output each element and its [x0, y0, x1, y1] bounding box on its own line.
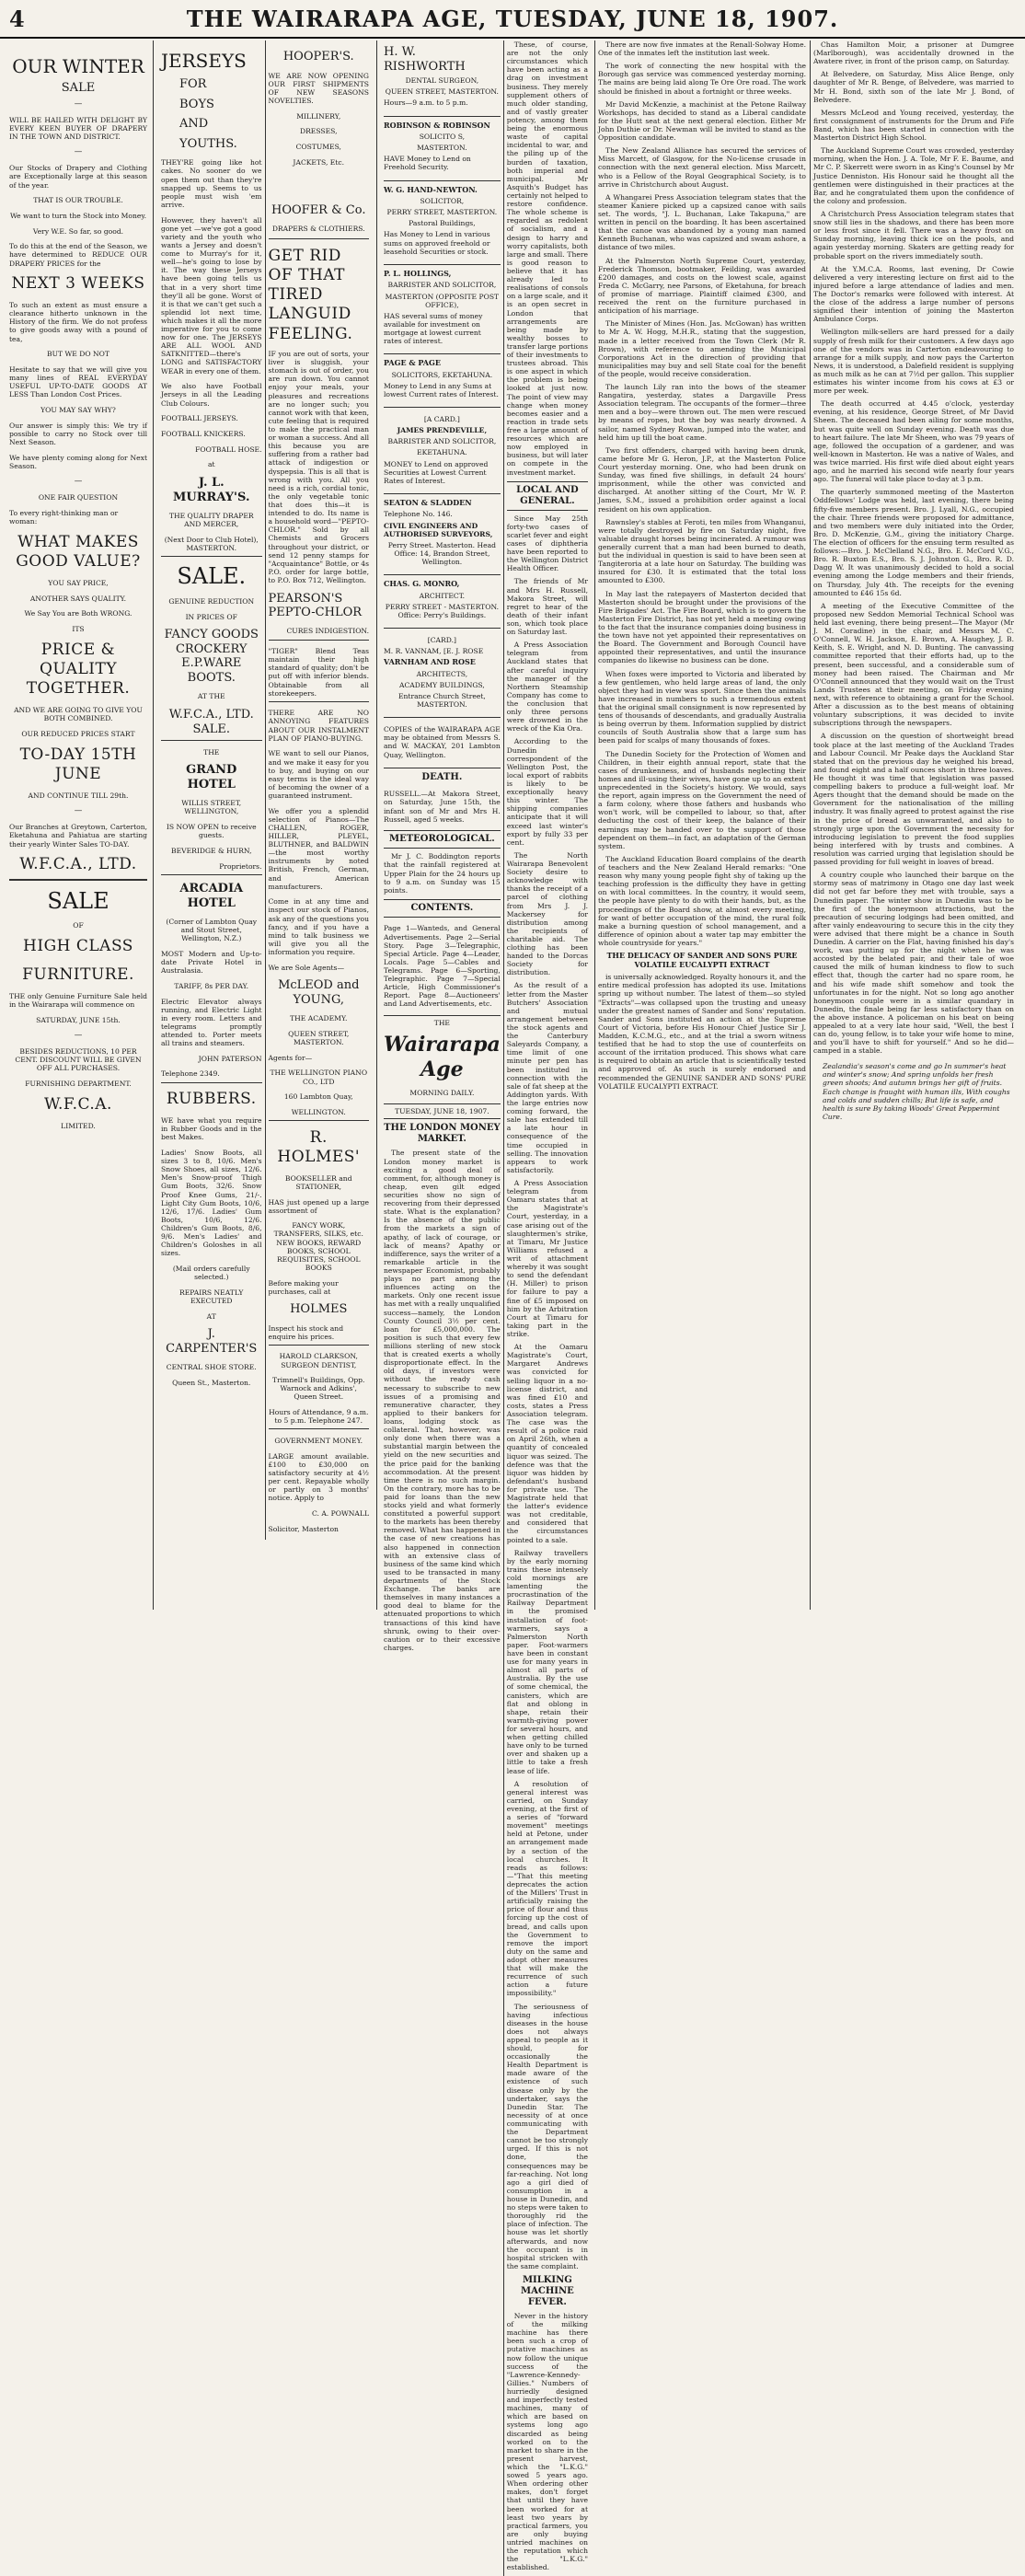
ad-text: Hesitate to say that we will give you many lines of REAL EVERYDAY USEFUL UP-TO-DATE GOODS AT LESS Than London Cost Prices.: [9, 364, 147, 399]
ad-text: at: [207, 460, 215, 469]
ad-text: Telephone 2349.: [161, 1069, 262, 1082]
ad-text: ARCHITECT.: [419, 591, 466, 600]
page-title: THE WAIRARAPA AGE, TUESDAY, JUNE 18, 1907.: [186, 6, 839, 32]
ad-text: Money to Lend in any Sums at lowest Current rates of Interest.: [384, 381, 499, 399]
ad-text: FURNISHING DEPARTMENT.: [25, 1080, 132, 1089]
ad-text: HAVE Money to Lend on Freehold Security.: [384, 155, 471, 172]
ad-text: SOLICITO S,: [419, 133, 466, 142]
article-text: At the Oamaru Magistrate's Court, Margaret Andrews was convicted for selling liquor in a no-license district, and was fined £10 and costs, states a Press Association telegram. The case was the result of a police raid on April 26th, when a quantity of concealed liquor was seized. The defence was that the liquor was hidden by defendant's husband for private use. The Magistrate held that the latter's evidence was not creditable, and considered that the circumstances pointed to a sale.: [506, 1343, 588, 1544]
ad-text: WE ARE NOW OPENING OUR FIRST SHIPMENTS OF NEW SEASONS NOVELTIES.: [268, 71, 369, 105]
ad-heading: YOUTHS.: [179, 136, 237, 151]
article-text: These, of course, are not the only circumstances which have been acting as a drag on investment business. They merely supplement others of much older standing, and of vastly greater potency, among them being the enormous waste of capital incidental to war, and the piling up of the burden of taxation, both imperial and municipal. Mr Asquith's Budget has certainly not helped to restore confidence. The whole scheme is regarded as redolent of socialism, and a design to harry and worry capitalists, both large and small. There is good reason to believe that it has already led to realisations of consols on a large scale, and it is an open secret in London that arrangements are being made by wealthy bosses to transfer large portions of their investments to trustees abroad. This is one aspect in which the problem is being looked at just now. The point of view may change when money becomes easier and a reaction in trade sets free a large amount of resources which are now employed in business, but will later on compete in the investment market.: [506, 40, 588, 477]
ad-text: MASTERTON (OPPOSITE POST OFFICE),: [385, 292, 500, 309]
ad-heading: HIGH CLASS: [23, 936, 133, 955]
ad-text: LARGE amount available. £100 to £30,000 on satisfactory security at 4½ per cent. Repayable wholly or partly on 3 months' notice. Apply to: [268, 1451, 369, 1503]
ad-heading: ARCADIA HOTEL: [179, 882, 244, 910]
article-text: Wellington milk-sellers are hard pressed for a daily supply of fresh milk for their customers. A few days ago one of the vendors was in Carterton endeavouring to arrange for a milk supply, and now pays the Carterton News, it is understood, a Dalefield resident is supplying as much milk as he can at 7½d per gallon. This supplier estimates his winter income from his cows at £3 or more per week.: [813, 328, 1014, 396]
ad-heading: JERSEYS: [161, 50, 247, 72]
ad-text: MILLINERY,: [296, 111, 341, 121]
ad-text: MOST Modern and Up-to-date Private Hotel in Australasia.: [161, 949, 262, 976]
article-heading: THE LONDON MONEY MARKET.: [384, 1123, 501, 1145]
ad-text: DENTAL SURGEON,: [405, 76, 479, 86]
ad-text: THE only Genuine Furniture Sale held in the Wairarapa will commence on: [9, 991, 147, 1009]
column-5: [810, 40, 1018, 1610]
ad-text: IS NOW OPEN to receive guests.: [166, 822, 257, 840]
article-text: At Belvedere, on Saturday, Miss Alice Benge, only daughter of Mr R. Benge, of Belvedere, was married to Mr H. Bond, sixth son of the late Mr J. Bond, of Belvedere.: [813, 70, 1014, 104]
ad-text: ANOTHER SAYS QUALITY.: [29, 594, 127, 603]
ad-text: WILL BE HAILED WITH DELIGHT BY EVERY KEEN BUYER OF DRAPERY IN THE TOWN AND DISTRICT.: [9, 115, 147, 141]
ad-text: ARCHITECTS,: [416, 669, 468, 678]
ad-text: SATURDAY, JUNE 15th.: [36, 1015, 121, 1024]
ad-heading: ROBINSON & ROBINSON: [384, 120, 490, 130]
ad-text: COPIES of the WAIRARAPA AGE may be obtained from Messrs S. and W. MACKAY, 201 Lambton Quay, Wellington.: [384, 725, 501, 759]
ad-text: We want to turn the Stock into Money.: [9, 211, 147, 220]
ad-text: PERRY STREET, MASTERTON.: [386, 208, 498, 217]
ad-text: HAROLD CLARKSON, SURGEON DENTIST,: [279, 1352, 358, 1369]
ad-text: Agents for—: [268, 1053, 313, 1062]
article-text: is universally acknowledged. Royalty honours it, and the entire medical profession has adopted its use. Imitations spring up without number. The latest of them—so styled "Extracts"—was collapsed upon the trusting and uneasy under the greatest names of Sander and Sons' reputation. Sander and Sons instituted an action at the Supreme Court of Victoria, before His Honour Chief Justice Sir J. Madden, K.C.M.G., etc., and at the trial a sworn witness testified that he had to stop the use of counterfeits on account of the irritation produced. This shows what care is required to obtain an article that is scientifically tested and approved of. As such is surely endorsed and recommended the GENUINE SANDER AND SONS' PURE VOLATILE EUCALYPTI EXTRACT.: [598, 973, 807, 1091]
ad-text: THAT IS OUR TROUBLE.: [33, 196, 123, 205]
ad-text: BEVERIDGE & HURN,: [171, 846, 252, 855]
article-text: A country couple who launched their barque on the stormy seas of matrimony in Otago one day last week did not get far before they met with trouble, says a Dunedin paper. The winter show in Dunedin was to be the first of the honeymoon attractions, but the precaution of securing lodgings had been omitted, and after vainly endeavouring to secure this in the city they were advised that there might be a chance in South Dunedin. A carrier on the Flat, having finished his day's work, was putting up for the night when he was accosted by the belated pair, and their tale of woe caused the milk of human kindness to flow to such effect that, though the carter had no spare room, he and his wife made shift somehow and took the unfortunates in for the night. Not so long ago another honeymoon couple were in a similar quandary in Dunedin, the finale being far less satisfactory than on the above instance. A policeman on his beat on being appealed to at a very late hour said, "Well, the best I can do, young fellow, is to take your wife home to mine, and you'll have to shift for yourself." And so he did—camped in a stable.: [813, 871, 1014, 1056]
article-text: Since May 25th forty-two cases of scarlet fever and eight cases of diphtheria have been reported to the Wellington District Health Officer.: [506, 514, 588, 573]
ad-text: Has Money to Lend in various sums on approved freehold or leasehold Securities or stock.: [384, 230, 490, 256]
ad-text: THE QUALITY DRAPER AND MERCER,: [168, 511, 254, 528]
article-text: A discussion on the question of shortweight bread took place at the last meeting of the Auckland Trades and Labour Council. Mr Peake days the Auckland Star stated that on the previous day he weighed his bread, and found eight and a half ounces short in three loaves. He thought it was time that legislation was passed compelling bakers to produce a full-weight loaf. Mr Agers thought that the demand should be made on the Government for the nationalisation of the milling industry. It was finally agreed to protest against the rise in the price of bread as unwarranted, and also to strongly urge upon the Government the necessity for introducing legislation to prevent the food supplies being interfered with by trusts and combines. A resolution was carried urging that legislation should be passed providing for full weight in loaves of bread.: [813, 732, 1014, 867]
ad-text: GOVERNMENT MONEY.: [274, 1436, 363, 1445]
ad-heading: AND: [179, 117, 209, 132]
ad-text: YOU MAY SAY WHY?: [40, 406, 116, 414]
ad-text: Come in at any time and inspect our stock of Pianos, ask any of the questions you fancy, and if you have a mind to talk business we will give you all the information you require.: [268, 897, 369, 956]
article-text: Railway travellers by the early morning trains these intensely cold mornings are lamenting the procrastination of the Railway Department in the promised installation of foot-warmers, says a Palmerston North paper. Foot-warmers have been in constant use for many years in almost all parts of Australia. By the use of some chemical, the canisters, which are flat and oblong in shape, retain their warmth-giving power for several hours, and when getting chilled have only to be turned over and shaken up a little to take a fresh lease of life.: [506, 1548, 588, 1775]
ad-heading: VARNHAM AND ROSE: [384, 657, 476, 667]
article-text: The Auckland Education Board complains of the dearth of teachers and the New Zealand Herald remarks: "One reason why many young people fight shy of taking up the teaching profession is the difficulty they have in getting on with local committees. In the country, it would seem, the people have plenty to do with their hands, but, as the proceedings of the Board show, at almost every meeting, for want of better occupation of the mind, the rural folk make a burning question of school management, and a difference of opinion about a water tap may embitter the whole countryside for years.": [598, 854, 806, 947]
article-text: The New Zealand Alliance has secured the services of Miss Marcett, of Glasgow, for the No-license crusade in connection with the next general election. Miss Marcett, who is a Fellow of the Royal Geographical Society, is to arrive in Christchurch about August.: [598, 146, 806, 189]
ad-text: Our Branches at Greytown, Carterton, Eketahuna and Pahiatua are starting their yearly Winter Sales TO-DAY.: [9, 823, 147, 849]
ad-text: We are Sole Agents—: [268, 963, 345, 972]
ad-text: THE: [203, 747, 220, 757]
article-text: According to the Dunedin correspondent of the Wellington Post, the local export of rabbits is likely to be exceptionally heavy this winter. The shipping companies anticipate that it will exceed last winter's export by fully 33 per cent.: [506, 737, 588, 847]
ad-heading: McLEOD and YOUNG,: [278, 978, 360, 1007]
article-text: The launch Lily ran into the bows of the steamer Rangatira, yesterday, states a Dargaville Press Association telegram. The occupants of the former—three men and a boy—were thrown out. The men were rescued by means of ropes, but the boy was nearly drowned. A sailor, named Sydney Rowan, jumped into the water, and held him up till the boat came.: [598, 383, 806, 442]
ad-heading: J. CARPENTER'S: [166, 1327, 258, 1356]
article-text: A Press Association telegram from Oamaru states that at the Magistrate's Court, yesterday, in a case arising out of the slaughtermen's strike, at Timaru, Mr Justice Williams refused a writ of attachment whereby it was sought to send the defendant (H. Miller) to prison for failure to pay a fine of £5 imposed on him by the Arbitration Court at Timaru for taking part in the strike.: [506, 1179, 588, 1338]
article-text: Mr David McKenzie, a machinist at the Petone Railway Workshops, has decided to stand as a Liberal candidate for the Hutt seat at the next general election. Either Mr John Duthie or Dr. Newman will be invited to stand as the Opposition candidate.: [598, 99, 806, 143]
column-1: OUR WINTER SALE — WILL BE HAILED WITH DELIGHT BY EVERY KEEN BUYER OF DRAPERY IN THE TOWN AND DISTRICT. — Our Stocks of Drapery and Clothing are Exceptionally large at this season of the year. THAT IS OUR TROUBLE. We want to turn the Stock into Money. Very W.E. So far, so good. To do this at the end of the Season, we have determined to REDUCE OUR DRAPERY PRICES for the NEXT 3 WEEKS To such an extent as must ensure a clearance hitherto unknown in the History of the firm. We do not profess to give goods away with a pound of tea, BUT WE DO NOT Hesitate to say that we will give you many lines of REAL EVERYDAY USEFUL UP-TO-DATE GOODS AT LESS Than London Cost Prices. YOU MAY SAY WHY? Our answer is simply this: We try if possible to carry no Stock over till Next Season. We have plenty coming along for Next Season. — ONE FAIR QUESTION To every right-thinking man or woman: WHAT MAKES GOOD VALUE? YOU SAY PRICE, ANOTHER SAYS QUALITY. We Say You are Both WRONG. ITS PRICE & QUALITY TOGETHER. AND WE ARE GOING TO GIVE YOU BOTH COMBINED. OUR REDUCED PRICES START TO-DAY 15TH JUNE AND CONTINUE TILL 29th. — Our Branches at Greytown, Carterton, Eketahuna and Pahiatua are starting their yearly Winter Sales TO-DAY. W.F.C.A., LTD. SALE OF HIGH CLASS FURNITURE. THE only Genuine Furniture Sale held in the Wairarapa will commence on SATURDAY, JUNE 15th. — BESIDES REDUCTIONS, 10 PER CENT. DISCOUNT WILL BE GIVEN OFF ALL PURCHASES. FURNISHING DEPARTMENT. W.F.C.A. LIMITED.: [9, 55, 147, 1130]
masthead-subtitle: MORNING DAILY.: [409, 1088, 475, 1097]
ad-text: IN PRICES OF: [185, 612, 237, 621]
ad-text: BOOKSELLER and STATIONER,: [284, 1173, 352, 1191]
article-text: At the Y.M.C.A. Rooms, last evening, Dr Cowie delivered a very interesting lecture on first aid to the injured before a large attendance of ladies and men. The Doctor's remarks were followed with interest. At the close of the address a large number of persons signified their intention of joining the Masterton Ambulance Corps.: [813, 264, 1014, 324]
ad-text: YOU SAY PRICE,: [48, 578, 109, 587]
ad-text: FOOTBALL KNICKERS.: [161, 429, 246, 438]
ad-text: BARRISTER AND SOLICITOR,: [387, 281, 497, 290]
ad-text: JOHN PATERSON: [198, 1054, 262, 1063]
article-text: The friends of Mr and Mrs H. Russell, Makora Street, will regret to hear of the death of their infant son, which took place on Saturday last.: [506, 577, 588, 637]
article-text: In May last the ratepayers of Masterton decided that Masterton should be brought under the provisions of the Fire Brigades' Act. The Fire Board, which is to govern the Masterton Fire District, has not yet held a meeting owing to the fact that the insurance companies doing business in the town have not yet appointed their representatives on the Board. The Government and Borough Council have appointed their representatives, and until the insurance companies do likewise no business can be done.: [598, 589, 806, 665]
ad-text: We Say You are Both WRONG.: [24, 609, 132, 618]
ad-text: M. R. VANNAM, [E. J. ROSE: [384, 647, 484, 656]
ad-text: ONE FAIR QUESTION: [38, 493, 119, 502]
ad-text: Perry Street. Masterton. Head Office: 14, Brandon Street, Wellington.: [387, 540, 496, 566]
ad-text: BARRISTER AND SOLICITOR,: [387, 437, 497, 446]
ad-text: Inspect his stock and enquire his prices.: [269, 1324, 370, 1346]
paper-masthead: Wairarapa Age: [384, 1033, 501, 1081]
ad-heading: W.F.C.A., LTD.: [168, 707, 254, 722]
ad-text: ACADEMY BUILDINGS,: [398, 680, 485, 689]
ad-heading: W.F.C.A., LTD.: [9, 855, 147, 880]
ad-text: AND CONTINUE TILL 29th.: [28, 791, 129, 800]
ad-heading: FANCY GOODS: [164, 628, 259, 642]
ad-text: FOOTBALL HOSE.: [195, 445, 262, 454]
article-text: Two first offenders, charged with having been drunk, came before Mr G. Heron, J.P., at the Masterton Police Court yesterday morning. One, who had been drunk on Sunday, was fined five shillings, in default 24 hours' imprisonment, while the other was convicted and discharged. At another sitting of the Court, Mr W. P. James, S.M., issued a prohibition order against a local resident on his own application.: [598, 445, 806, 514]
ad-text: BESIDES REDUCTIONS, 10 PER CENT. DISCOUNT WILL BE GIVEN OFF ALL PURCHASES.: [15, 1047, 142, 1073]
article-text: The Minister of Mines (Hon. Jas. McGowan) has written to Mr A. W. Hogg, M.H.R., stating that the suggestion, made in a letter received from the Town Clerk (Mr R. Brown), with reference to amending the Municipal Corporations Act in the direction of providing that municipalities may buy and sell State coal for the benefit of the people, would receive consideration.: [598, 319, 806, 378]
section-heading: LOCAL AND GENERAL.: [507, 481, 588, 511]
ad-text: SOLICITOR,: [420, 197, 465, 206]
ad-heading: CROCKERY: [175, 641, 248, 656]
ad-text: GENUINE REDUCTION: [168, 596, 255, 606]
section-heading: MILKING MACHINE FEVER.: [521, 2275, 574, 2307]
ad-text: 160 Lambton Quay,: [283, 1092, 353, 1102]
ad-text: Solicitor, Masterton: [268, 1524, 339, 1533]
ad-text: CIVIL ENGINEERS AND AUTHORISED SURVEYORS,: [384, 521, 493, 538]
article-text: A meeting of the Executive Committee of the proposed new Seddon Memorial Technical School was held last evening, there being present—The Mayor (Mr J. M. Coradine) in the chair, and Messrs M. C. O'Connell, W. H. Jackson, E. Brown, A. Haughey, J. B. Keith, S. E. Wright, and N. D. Bunting. The canvassing committee reported that their efforts had, up to the present, been successful, and a considerable sum of money had been raised. The Chairman and Mr O'Connell announced that they would wait on the Trust Lands Trustees at their meeting, on Friday evening next, with reference to obtaining a grant for the School. After a discussion as to the best means of obtaining voluntary subscriptions, it was decided to invite subscriptions through the newspapers.: [813, 601, 1014, 728]
ad-text: MASTERTON.: [417, 144, 467, 153]
ad-text: THEY'RE going like hot cakes. No sooner do we open them out than they're snapped up. Seems to us people must wish 'em arrive.: [161, 158, 262, 209]
column-4: [594, 40, 810, 1610]
ad-text: [A CARD.]: [423, 415, 460, 424]
ad-text: Hours of Attendance, 9 a.m. to 5 p.m. Telephone 247.: [269, 1408, 370, 1429]
ad-text: Our answer is simply this: We try if possible to carry no Stock over till Next Season.: [9, 421, 147, 446]
ad-text: To every right-thinking man or woman:: [9, 509, 119, 526]
ad-text: PERRY STREET - MASTERTON. Office: Perry's Buildings.: [385, 602, 500, 619]
section-heading: CONTENTS.: [384, 899, 501, 918]
ad-text: To do this at the end of the Season, we have determined to REDUCE OUR DRAPERY PRICES for the: [9, 242, 147, 268]
ad-heading: R. HOLMES': [277, 1127, 361, 1166]
verse: Zealandia's season's come and go In summer's heat and winter's snow; And spring unfolds her fresh green shoots; And autumn brings her gift of fruits. Each change is fraught with human ills, With coughs and colds and sudden chills; But life is safe, and health is sure By taking Woods' Great Peppermint Cure.: [823, 1062, 1010, 1121]
ad-heading: PEARSON'S: [268, 591, 343, 606]
ad-text: AT THE: [197, 692, 225, 701]
ad-text: Very W.E. So far, so good.: [32, 226, 124, 236]
ad-text: Ladies' Snow Boots, all sizes 3 to 8, 10/6. Men's Snow Shoes, all sizes, 12/6. Men's Snow-proof Thigh Gum Boots, 32/6. Snow Proof Knee Gums, 21/-. Light City Gum Boots, 10/6, 12/6, 17/6. Ladies' Gum Boots, 10/6, 12/6. Children's Gum Boots, 8/6, 9/6. Men's Ladies' and Children's Goloshes in all sizes.: [161, 1148, 262, 1258]
notice-text: Mr J. C. Boddington reports that the rainfall registered at Upper Plain for the 24 hours up to 9 a.m. on Sunday was 15 points.: [384, 852, 501, 895]
ad-text: REPAIRS NEATLY EXECUTED: [179, 1288, 244, 1305]
ad-text: SOLICITORS, EKETAHUNA.: [391, 370, 493, 379]
ad-text: AND WE ARE GOING TO GIVE YOU BOTH COMBINED.: [14, 706, 143, 723]
ad-heading: W. G. HAND-NEWTON.: [384, 184, 478, 194]
ad-text: OF: [73, 920, 84, 930]
ad-heading: SALE.: [177, 563, 247, 590]
ad-text: BUT WE DO NOT: [47, 350, 109, 359]
ad-text: Proprietors.: [161, 862, 262, 875]
article-text: At the Palmerston North Supreme Court, yesterday, Frederick Thomson, bootmaker, Feilding, was awarded £200 damages, and costs on the lowest scale, against Freda C. McGarry, nee Parsons, of Eketahuna, for breach of promise of marriage. Plaintiff claimed £300, and received the rent on the furniture purchased in anticipation of his marriage.: [598, 256, 806, 316]
ad-heading: TO-DAY 15TH JUNE: [19, 745, 137, 783]
article-text: The work of connecting the new hospital with the Borough gas service was commenced yesterday morning. The mains are being laid along Te Ore Ore road. The work should be finished in about a fortnight or three weeks.: [598, 62, 806, 96]
ad-text: [CARD.]: [427, 636, 456, 645]
ad-text: WILLIS STREET, WELLINGTON,: [181, 799, 242, 816]
article-text: The Auckland Supreme Court was crowded, yesterday morning, when the Hon. J. A. Tole, Mr F. E. Baume, and Mr C. P. Skerrett were sworn in as King's Counsel by Mr Justice Denniston. His Honour said he thought all the gentlemen were distinguished in their practices at the Bar, and he congratulated them upon the confidence of the colony and profession.: [813, 146, 1014, 205]
ad-text: HAS just opened up a large assortment of: [268, 1197, 369, 1215]
article-text: A resolution of general interest was carried, on Sunday evening, at the first of a series of "forward movement" meetings held at Petone, under an arrangement made by a section of the local churches. It reads as follows:—"That this meeting deprecates the action of the Millers' Trust in artificially raising the price of flour and thus forcing up the cost of bread, and calls upon the Government to remove the import duty on the same and adopt other measures that will make the recurrence of such action a future impossibility.": [506, 1779, 588, 1998]
ad-heading: H. W. RISHWORTH: [384, 45, 466, 74]
ad-heading: BOYS: [179, 97, 214, 111]
article-text: Messrs McLeod and Young received, yesterday, the first consignment of instruments for the Drum and Fife Band, which has been started in connection with the Masterton District High School.: [813, 108, 1014, 143]
article-text: Never in the history of the milking machine has there been such a crop of putative machines as now follow the unique success of the "Lawrence-Kennedy-Gillies." Numbers of hurriedly designed and imperfectly tested machines, many of which are based on systems long ago discarded as being worked on to the market to share in the present harvest, which the "L.K.G." sowed 5 years ago. When ordering other makes, don't forget that until they have been worked for at least two years by practical farmers, you are only buying untried machines on the reputation which the "L.K.G." established.: [506, 2312, 588, 2572]
section-heading: THE DELICACY OF SANDER AND SONS PURE VOLATILE EUCALYPTI EXTRACT: [606, 951, 798, 969]
article-text: The seriousness of having infectious diseases in the house does not always appeal to people as it should, for occasionally the Health Department is made aware of the existence of such disease only by the undertaker, says the Dunedin Star. The necessity of at once communicating with the Department cannot be too strongly urged. If this is not done, the consequences may be far-reaching. Not long ago a girl died of consumption in a house in Dunedin, and no steps were taken to thoroughly rid the place of infection. The house was let shortly afterwards, and now the occupant is in hospital stricken with the same complaint.: [506, 2002, 588, 2270]
ad-heading: HOOFER & Co.: [271, 202, 366, 217]
article-text: A Press Association telegram from Auckland states that after careful inquiry the manager of the Northern Steamship Company has come to the conclusion that only three persons were drowned in the wreck of the Kia Ora.: [506, 641, 588, 734]
ad-heading: FOR: [179, 77, 207, 91]
ad-text: We have plenty coming along for Next Season.: [9, 453, 147, 470]
ad-text: Trimnell's Buildings, Opp. Warnock and Adkins', Queen Street.: [272, 1376, 365, 1402]
ad-heading: CHAS. G. MONRO,: [384, 579, 460, 589]
ad-text: TARIFF, 8s PER DAY.: [174, 981, 249, 990]
ad-text: Entrance Church Street, MASTERTON.: [397, 692, 486, 710]
ad-text: (Corner of Lambton Quay and Stout Street, Wellington, N.Z.): [166, 917, 258, 943]
ad-text: QUEEN STREET, MASTERTON.: [288, 1029, 350, 1046]
ad-text: CENTRAL SHOE STORE.: [166, 1363, 257, 1372]
ad-heading: PRICE & QUALITY TOGETHER.: [26, 640, 131, 699]
article-text: The present state of the London money market is exciting a good deal of comment, for, although money is cheap, even gilt edged securities show no sign of recovering from their depressed state. What is the explanation? Is the absence of the public from the markets a sign of apathy, of lack of courage, or lack of means? Apathy or indifference, says the writer of a remarkable article in the newspaper Economist, probably plays no part among the influences acting on the markets. Only one recent issue has met with a really unqualified success—namely, the London County Council 3½ per cent. loan for £5,000,000. The position is such that every few millions sterling of new stock that is created exerts a wholly disproportionate effect. In the old days, if investors were without the ready cash necessary to subscribe to new issues of a promising and remunerative character, they applied to their bankers for loans, lodging stock as collateral. That, however, was only done when there was a substantial margin between the yield on the new securities and the price paid for the banking accommodation. At the present time there is no such margin. On the contrary, more has to be paid for loans than the new stocks yield and what formerly constituted a powerful support to the markets has been thereby removed. What has happened in the case of new creations has also happened in connection with an extensive class of business of the same kind which used to be transacted in many departments of the Stock Exchange. The banks are themselves in many instances a good deal to blame for the attenuated proportions to which transactions of this kind have shrunk, owing to their over-caution or to their excessive charges.: [384, 1149, 501, 1652]
ad-heading: SALE: [61, 81, 96, 95]
ad-text: FOOTBALL JERSEYS.: [161, 414, 238, 423]
article-text: As the result of a letter from the Master Butchers' Association and mutual arrangement between the stock agents and the Canterbury Saleyards Company, a time limit of one minute per pen has been instituted in connection with the sale of fat sheep at the Addington yards. With the large entries now coming forward, the sale has extended till a late hour in consequence of the time occupied in selling. The innovation appears to work satisfactorily.: [506, 981, 588, 1174]
article-text: When foxes were imported to Victoria and liberated by a few gentlemen, who held large areas of land, the only object they had in view was sport. Since then the animals have increased in numbers to such a tremendous extent that the original small consignment is now represented by tens of thousands of descendants, and gradually Australia is being overrun by them. Information supplied by district councils of South Australia show that a large sum has been paid for scalps of many thousands of foxes.: [598, 669, 806, 745]
masthead: [0, 0, 1025, 39]
ad-text: Our Stocks of Drapery and Clothing are Exceptionally large at this season of the year.: [9, 164, 147, 190]
ad-text: IF you are out of sorts, your liver is sluggish, your stomach is out of order, you are run down. You cannot enjoy your meals, your pleasures and recreations are no longer such; you cannot work with that keen, cute feeling that is required to make the practical man or woman a success. And all this because you are suffering from a rather bad attack of indigestion or dyspepsia. This is all that is wrong with you. All you need is a rich, cordial tonic, the only vegetable tonic that does this—it is intended to do. Its name is a household word—"PEPTO-CHLOR." Sold by all Chemists and Grocers throughout your district, or send 12 penny stamps for "Acquaintance" Bottle, or 4s P.O. order for large bottle, to P.O. Box 712, Wellington.: [268, 349, 369, 584]
ad-text: Queen St., Masterton.: [172, 1378, 251, 1387]
column-rule: [153, 40, 154, 1610]
ad-heading: PAGE & PAGE: [384, 358, 441, 368]
notice-text: Page 1—Wanteds, and General Advertisements. Page 2—Serial Story. Page 3—Telegraphic, Special Article. Page 4—Leader, Locals. Page 5—Cables and Telegrams. Page 6—Sporting, Telegraphic. Page 7—Special Article, High Commissioner's Report. Page 8—Auctioneers' and Land Advertisements, etc.: [384, 924, 501, 1009]
article-text: The quarterly summoned meeting of the Masterton Oddfellows' Lodge was held, last evening, there being fifty-five members present. Bro. J. Lyall, N.G., occupied the chair. Three friends were proposed for admittance, and two members were duly initiated into the Order, Bro. D. McKenzie, G.M., giving the initiatory Charge. The election of officers for the ensuing term resulted as follows:—Bro. J. McClelland N.G., Bro. E. McCord V.G., Bro. R. Buxton E.S., Bro. S. J. Johnston G., Bro. R. D. Dagg W. It was unanimously decided to hold a social evening among the Lodge members and their friends, on Thursday, July 4th. The receipts for the evening amounted to £46 15s 6d.: [813, 488, 1014, 597]
ad-text: EKETAHUNA.: [417, 448, 467, 457]
notice-text: RUSSELL.—At Makora Street, on Saturday, June 15th, the infant son of Mr and Mrs H. Russell, aged 5 weeks.: [384, 790, 501, 824]
ad-heading: FURNITURE.: [22, 965, 134, 984]
ad-text: HAS several sums of money available for investment on mortgage at lowest current rates of interest.: [384, 311, 483, 346]
ad-text: OUR REDUCED PRICES START: [21, 729, 135, 738]
ad-text: FANCY WORK, TRANSFERS, SILKS, etc. NEW BOOKS, REWARD BOOKS, SCHOOL REQUISITES, SCHOOL BOOKS: [273, 1221, 363, 1272]
article-text: A Whangarei Press Association telegram states that the steamer Kaniere picked up a capsized canoe with sails set. The words, "J. L. Buchanan, Lake Takapuna," are written in pencil on the boarding. It has been ascertained that the canoe was abandoned by a young man named Kenneth Buchanan, who was capsized and swam ashore, a distance of two miles.: [598, 192, 806, 252]
ad-text: QUEEN STREET, MASTERTON.: [385, 87, 499, 97]
ad-text: "TIGER" Blend Teas maintain their high standard of quality; don't be put off with inferior blends. Obtainable from all storekeepers.: [269, 647, 370, 702]
article-text: There are now five inmates at the Renall-Solway Home. One of the inmates left the institution last week.: [598, 40, 806, 58]
ad-heading: E.P.WARE: [181, 656, 242, 671]
ad-heading: J. L. MURRAY'S.: [173, 476, 250, 504]
ad-text: (Mail orders carefully selected.): [172, 1264, 250, 1282]
ad-text: WE have what you require in Rubber Goods and in the best Makes.: [161, 1116, 262, 1142]
ad-text: ITS: [72, 625, 85, 634]
column-3: [377, 40, 594, 2572]
ad-heading: WHAT MAKES GOOD VALUE?: [16, 532, 141, 572]
ad-text: THERE ARE NO ANNOYING FEATURES ABOUT OUR INSTALMENT PLAN OF PIANO-BUYING.: [268, 709, 369, 743]
ad-heading: SALE: [47, 887, 109, 914]
ad-heading: RUBBERS.: [166, 1090, 257, 1109]
ad-text: (Next Door to Club Hotel), MASTERTON.: [161, 536, 262, 557]
ad-text: Pastoral Buildings,: [409, 219, 476, 228]
masthead-the: THE: [384, 1015, 501, 1027]
ad-text: DRAPERS & CLOTHIERS.: [269, 225, 370, 239]
ad-text: Electric Elevator always running, and Electric Light in every room. Letters and telegrams promptly attended to. Porter meets all trains and steamers.: [161, 997, 262, 1048]
column-2: [155, 40, 375, 1610]
ad-heading: GET RID OF THAT TIRED LANGUID FEELING.: [268, 246, 353, 343]
ad-heading: SALE.: [161, 722, 262, 742]
ad-text: Telephone No. 146.: [384, 510, 453, 519]
ad-text: LIMITED.: [61, 1121, 96, 1130]
ad-text: MONEY to Lend on approved Securities at Lowest Current Rates of Interest.: [384, 459, 489, 485]
ad-text: Before making your purchases, call at: [268, 1278, 339, 1296]
issue-date: TUESDAY, JUNE 18, 1907.: [384, 1103, 501, 1119]
ad-text: C. A. POWNALL: [311, 1508, 369, 1518]
ad-heading: SEATON & SLADDEN: [384, 497, 472, 507]
page-number: 4: [9, 6, 25, 32]
ad-heading: GRAND HOTEL: [186, 763, 237, 791]
article-text: The Dunedin Society for the Protection of Women and Children, in their eighth annual report, state that the cases of drunkenness, and of husbands neglecting their homes and ill-using their wives, have gone up to an extent unprecedented in the Society's history. We would, says the report, again impress on the Government the need of a farm colony, where those fathers and husbands who won't work, will be compelled to labour, so that, after deducting the cost of their keep, the balance of their earnings may be handed over to the support of those dependent on them—in fact, an adaptation of the German system.: [598, 749, 806, 850]
ad-heading: NEXT 3 WEEKS: [11, 274, 145, 294]
ad-text: COSTUMES,: [295, 143, 341, 152]
ad-text: However, they haven't all gone yet —we've got a good variety and the youth who wants a Jersey and doesn't come to Murray's for it, well—he's going to lose by it. The way these Jerseys have been going tells us that in a very short time they'll all be gone. Worst of it is that we can't get such a splendid lot next time, which makes it all the more imperative for you to come now for one. The JERSEYS ARE ALL WOOL AND SATKNITTED—there's LONG and SATISFACTORY WEAR in every one of them.: [161, 215, 262, 375]
ad-text: THE ACADEMY.: [290, 1014, 348, 1023]
ad-heading: BOOTS.: [187, 671, 236, 686]
ad-text: CURES INDIGESTION.: [269, 627, 370, 640]
article-text: The North Wairarapa Benevolent Society desire to acknowledge with thanks the receipt of a parcel of clothing from Mrs J. J. Mackersey for distribution among the recipients of charitable aid. The clothing has been handed to the Dorcas Society for distribution.: [506, 850, 588, 977]
section-heading: DEATH.: [421, 771, 463, 782]
ad-text: DRESSES,: [299, 127, 338, 136]
ad-text: JACKETS, Etc.: [293, 157, 345, 167]
ad-heading: PEPTO-CHLOR: [268, 606, 363, 620]
ad-text: THE WELLINGTON PIANO CO., LTD: [270, 1069, 368, 1086]
article-text: A Christchurch Press Association telegram states that snow still lies in the shadows, and there has been more or less frost since it fell. There was a heavy frost on Sunday morning, leaving thick ice on the pools, and again yesterday morning. Skaters are getting ready for probable sport on the rivers immediately south.: [813, 209, 1014, 260]
section-heading: METEOROLOGICAL.: [384, 830, 501, 849]
ad-text: We also have Football Jerseys in all the Leading Club Colours.: [161, 382, 262, 408]
ad-heading: OUR WINTER: [12, 55, 144, 77]
ad-text: Hours—9 a.m. to 5 p.m.: [384, 98, 468, 108]
ad-text: AT: [206, 1311, 216, 1321]
article-text: Chas Hamilton Moir, a prisoner at Dumgree (Marlborough), was accidentally drowned in the Awatere river, in front of the prison camp, on Saturday.: [813, 40, 1014, 66]
ad-heading: P. L. HOLLINGS,: [384, 268, 452, 278]
article-text: Rawnsley's stables at Feroti, ten miles from Whanganui, were totally destroyed by fire on Saturday night, five valuable draught horses being incinerated. A rumour was generally current that a man had been burned to death, but the individual in question is said to have been seen at Tangiteroria at a late hour on Saturday. The building was insured for £30. It is estimated that the total loss amounted to £300.: [598, 517, 806, 585]
ad-text: WE want to sell our Pianos, and we make it easy for you to buy, and buying on our easy terms is the ideal way of becoming the owner of a guaranteed instrument.: [268, 749, 369, 800]
ad-text: WELLINGTON.: [269, 1108, 370, 1121]
ad-text: To such an extent as must ensure a clearance hitherto unknown in the History of the firm. We do not profess to give goods away with a pound of tea,: [9, 301, 147, 343]
article-text: The death occurred at 4.45 o'clock, yesterday evening, at his residence, George Street, of Mr David Sheen. The deceased had been ailing for some months, but was quite well on Sunday evening. Death was due to heart failure. The late Mr Sheen, who was 79 years of age, followed the occupation of a gardener, and was well-known in Masterton. He was a native of Wales, and was twice married. His first wife died about eight years ago, and he married his second wife nearly four years ago. The funeral will take place to-day at 3 p.m.: [813, 399, 1014, 484]
ad-heading: HOOPER'S.: [282, 50, 354, 64]
ad-text: We offer you a splendid selection of Pianos—The CHALLEN, ROGER, HILLER, PLEYEL, BLUTHNER, and BALDWIN—the most worthy instruments by noted British, French, German, and American manufacturers.: [268, 806, 369, 891]
ad-heading: W.F.C.A.: [44, 1094, 112, 1114]
ad-heading: HOLMES: [290, 1302, 348, 1317]
ad-text: JAMES PRENDEVILLE,: [397, 426, 488, 435]
